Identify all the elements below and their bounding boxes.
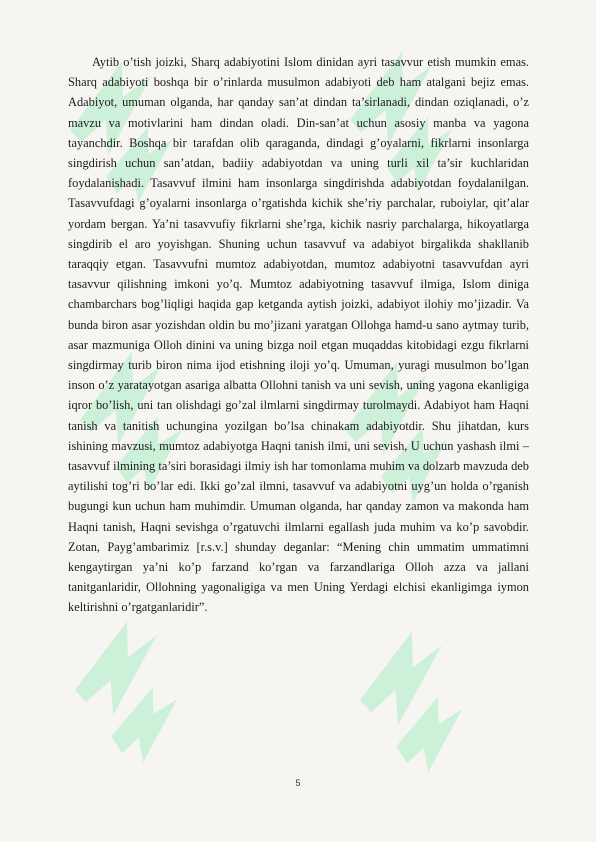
body-paragraph: Aytib o’tish joizki, Sharq adabiyotini Islom dinidan ayri tasavvur etish mumkin emas. Sharq adabiyoti boshqa bir o’rinlarda musulmon adabiyoti deb ham atalgani bejiz emas. Adabiyot, umuman olganda, har qanday san’at dindan ta’sirlanadi, dindan oziqlanadi, o’z mavzu va motivlarini ham dindan oladi. Din-san’at uchun asosiy manba va yagona tayanchdir. Boshqa bir tarafdan olib qaraganda, dindagi g’oyalarni, fikrlarni insonlarga singdirish uchun san’atdan, badiiy adabiyotdan va uning turli xil ta’sir kuchlaridan foydalanishadi. Tasavvuf ilmini ham insonlarga singdirishda adabiyotdan foydalanilgan. Tasavvufdagi g’oyalarni insonlarga o’rgatishda kichik she’riy parchalar, ruboiylar, qit’alar yordam bergan. Ya’ni tasavvufiy fikrlarni she’rga, kichik nasriy parchalarga, hikoyatlarga singdirib el aro yoyishgan. Shuning uchun tasavvuf va adabiyot birgalikda shakllanib taraqqiy etgan. Tasavvufni mumtoz adabiyotdan, mumtoz adabiyotni tasavvufdan ayri tasavvur qilishning imkoni yo’q. Mumtoz adabiyotning tasavvuf ilmiga, Islom diniga chambarchars bog’liqligi haqida gap ketganda aytish joizki, adabiyot ilohiy mo’jizadir. Va bunda biron asar yozishdan oldin bu mo’jizani yaratgan Ollohga hamd-u sano aytmay turib, asar mazmuniga Olloh dinini va uning bizga noil etgan muqaddas kitobidagi ezgu fikrlarni singdirmay turib biron nima ijod etishning iloji yo’q. Umuman, yuragi musulmon bo’lgan inson o’z yaratayotgan asariga albatta Ollohni tanish va uni sevish, uning yagona ekanligiga iqror bo’lish, uni tan olishdagi go’zal ilmlarni singdirmay turolmaydi. Adabiyot ham Haqni tanish va tanitish uchungina yozilgan bo’lsa chinakam adabiyotdir. Shu jihatdan, kurs ishining mavzusi, mumtoz adabiyotga Haqni tanish ilmi, uni sevish, U uchun yashash ilmi – tasavvuf ilmining ta’siri borasidagi ilmiy ish har tomonlama muhim va dolzarb mavzuda deb aytilishi tog’ri bo’lar edi. Ikki go’zal ilmni, tasavvuf va adabiyotni uyg’un holda o’rganish bugungi kun uchun ham muhimdir. Umuman olganda, har qanday zamon va makonda ham Haqni tanish, Haqni sevishga o’rgatuvchi ilmlarni egallash juda muhim va ko’p savobdir. Zotan, Payg’ambarimiz [r.s.v.] shunday deganlar: “Mening chin ummatim ummatimni kengaytirgan ya’ni ko’p farzand ko’rgan va farzandlariga Olloh azza va jallani tanitganlaridir, Ollohning yagonaligiga va men Uning Yerdagi elchisi ekanligimga iymon keltirishni o’rgatganlaridir”. bbox=[68, 55, 529, 615]
page-number: 5 bbox=[295, 778, 301, 788]
